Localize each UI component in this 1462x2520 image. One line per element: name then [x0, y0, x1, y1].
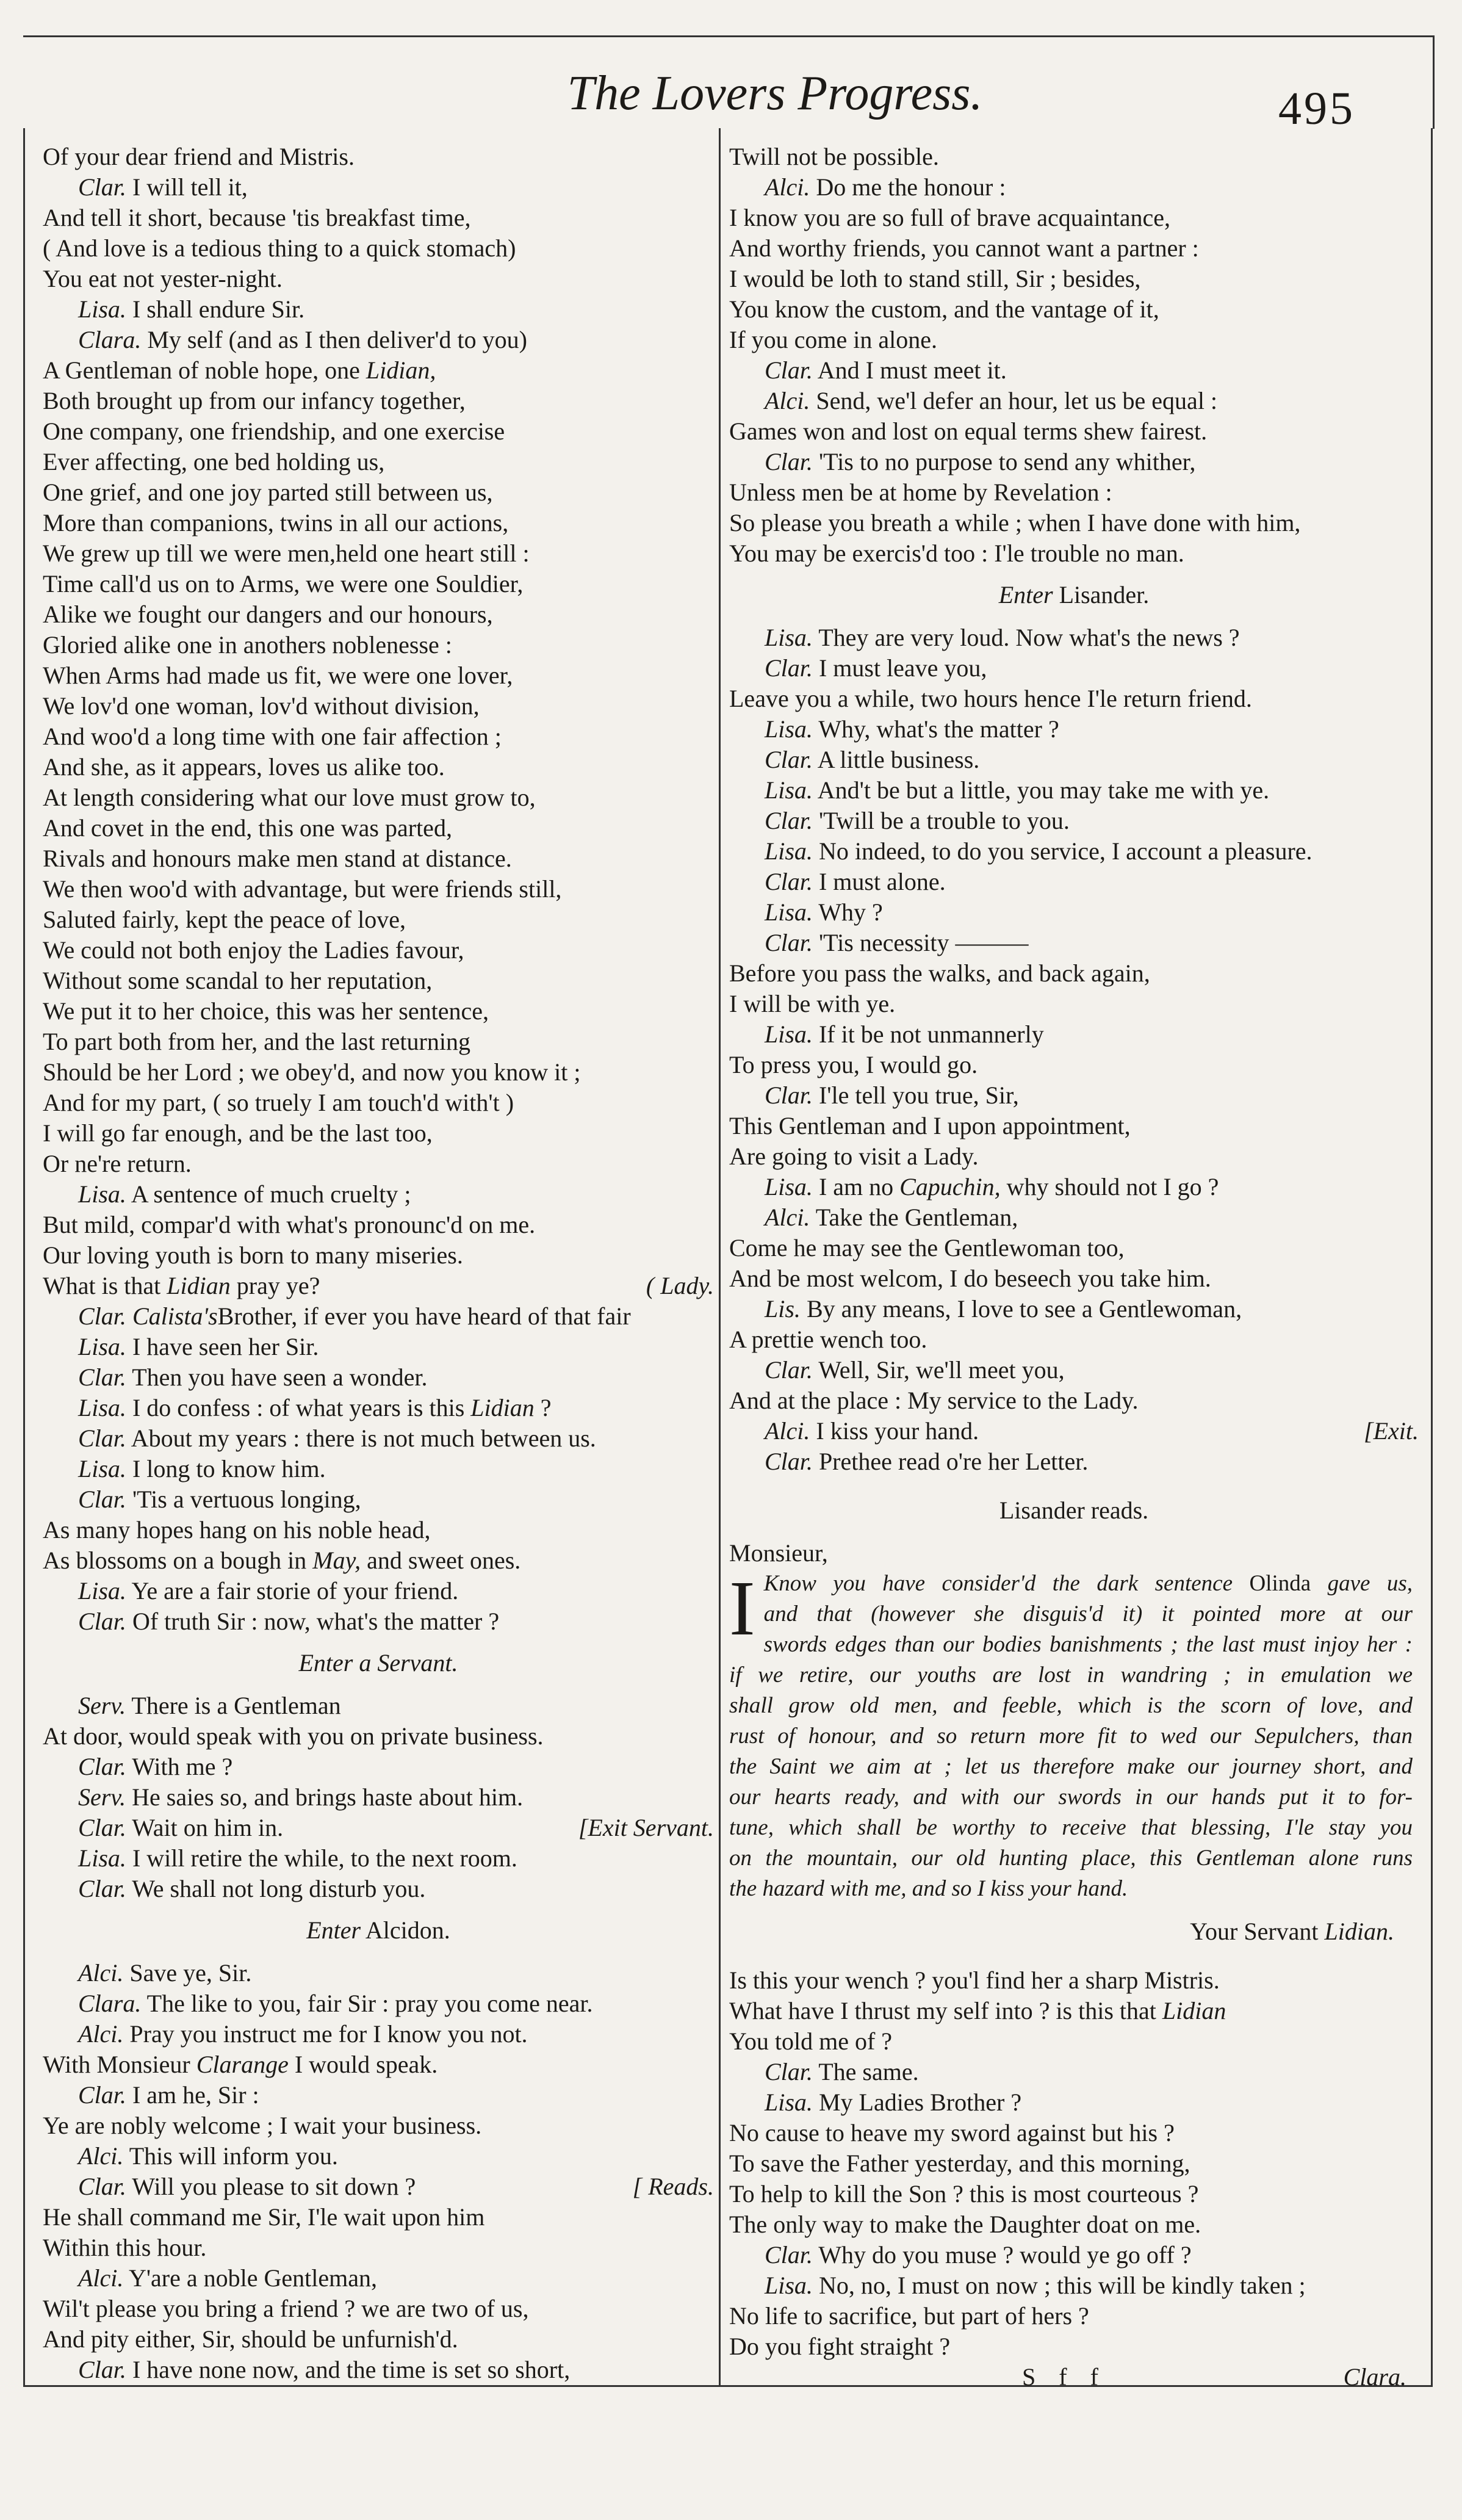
text-line: And she, as it appears, loves us alike too. [43, 753, 445, 781]
text-line: Lisa. I will retire the while, to the next room. [78, 1844, 517, 1872]
speaker-prefix: Clar. [78, 2356, 126, 2383]
speaker-prefix: Clar. [78, 1875, 126, 1902]
text-line: I will be with ye. [729, 990, 896, 1017]
text-line: Clar. 'Tis to no purpose to send any whither, [765, 448, 1196, 475]
text-line: Clar. Prethee read o're her Letter. [765, 1448, 1089, 1475]
letter-line: Know you have consider'd the dark sentence Olinda gave us, [763, 1571, 1413, 1596]
speaker-prefix: Clara. [78, 326, 142, 353]
text-line: Clar. Of truth Sir : now, what's the matter ? [78, 1608, 500, 1635]
speaker-prefix: Clara. [78, 1990, 142, 2017]
speaker-prefix: Lisa. [765, 2089, 813, 2116]
text-line: You told me of ? [729, 2027, 893, 2055]
speaker-prefix: Lisa. [78, 1577, 126, 1605]
text-line: Saluted fairly, kept the peace of love, [43, 906, 406, 933]
letter-line: swords edges than our bodies banishments ; the last must injoy her : [763, 1632, 1413, 1657]
text-line: Of your dear friend and Mistris. [43, 143, 355, 170]
text-line: Within this hour. [43, 2234, 207, 2261]
speaker-prefix: Clar. [765, 1356, 813, 1384]
text-line: He shall command me Sir, I'le wait upon him [43, 2203, 485, 2231]
speaker-prefix: Lisa. [765, 624, 813, 651]
text-line: Without some scandal to her reputation, [43, 967, 433, 994]
text-line: Or ne're return. [43, 1150, 192, 1177]
text-line: I will go far enough, and be the last too, [43, 1119, 433, 1147]
text-line: A Gentleman of noble hope, one Lidian, [43, 356, 436, 384]
speaker-prefix: Serv. [78, 1783, 126, 1811]
text-line: Clar. Why do you muse ? would ye go off ? [765, 2241, 1192, 2269]
text-line: We lov'd one woman, lov'd without division, [43, 692, 480, 720]
running-title: The Lovers Progress. [567, 67, 983, 120]
text-line: Clar. I must leave you, [765, 654, 987, 682]
text-line: Clar. Wait on him in. [Exit Servant. [43, 1813, 714, 1843]
text-line: And for my part, ( so truely I am touch'd with't ) [43, 1089, 514, 1116]
speaker-prefix: Clar. [765, 1081, 813, 1109]
signature-mark: S f f [1022, 2363, 1107, 2391]
text-line: Alci. Send, we'l defer an hour, let us be equal : [765, 387, 1218, 414]
speaker-prefix: Alci. [765, 173, 810, 201]
drop-cap: I [729, 1565, 755, 1652]
speaker-prefix: Clar. [765, 448, 813, 475]
text-line: What have I thrust my self into ? is this that Lidian [729, 1997, 1226, 2024]
text-line: Lisa. I long to know him. [78, 1455, 326, 1482]
letter-line: the hazard with me, and so I kiss your hand. [729, 1876, 1128, 1901]
text-line: Clar. A little business. [765, 746, 980, 773]
right-aligned-direction: [Exit. [1364, 1417, 1419, 1445]
text-line: At length considering what our love must grow to, [43, 784, 536, 811]
text-line: Should be her Lord ; we obey'd, and now you know it ; [43, 1058, 581, 1086]
text-line: Clar. Will you please to sit down ? [ Reads. [43, 2172, 714, 2202]
text-line: Lisa. Ye are a fair storie of your friend. [78, 1577, 459, 1605]
text-line: We could not both enjoy the Ladies favour, [43, 936, 464, 964]
right-column-dialogue [729, 142, 1419, 1477]
text-line: The only way to make the Daughter doat on me. [729, 2211, 1201, 2238]
text-line: Clar. Calista'sBrother, if ever you have heard of that fair [78, 1302, 631, 1330]
page-footer [729, 2362, 1419, 2392]
text-line: We put it to her choice, this was her sentence, [43, 997, 489, 1025]
speaker-prefix: Lisa. [78, 295, 126, 323]
letter-salutation: Monsieur, [729, 1539, 828, 1567]
text-line: Clar. About my years : there is not much between us. [78, 1424, 596, 1452]
text-line: We then woo'd with advantage, but were friends still, [43, 875, 562, 903]
speaker-prefix: Lisa. [765, 2272, 813, 2299]
speaker-prefix: Serv. [78, 1692, 126, 1719]
speaker-prefix: Clar. [765, 1448, 813, 1475]
text-line: I know you are so full of brave acquaintance, [729, 204, 1171, 231]
speaker-prefix: Clar. [78, 1302, 126, 1330]
text-line: Alike we fought our dangers and our honours, [43, 601, 493, 628]
text-line: Clar. I have none now, and the time is set so short, [78, 2356, 571, 2383]
text-line: Alci. This will inform you. [78, 2142, 338, 2170]
speaker-prefix: Clar. [765, 2241, 813, 2269]
text-line: When Arms had made us fit, we were one lover, [43, 662, 513, 689]
text-line: What is that Lidian pray ye? ( Lady. [43, 1271, 714, 1301]
left-column [43, 142, 714, 2385]
stage-direction: Enter a Servant. [298, 1649, 458, 1677]
text-line: Lisa. No indeed, to do you service, I account a pleasure. [765, 837, 1313, 865]
text-line: Lisa. Why, what's the matter ? [765, 715, 1059, 743]
speaker-prefix: Lisa. [765, 1020, 813, 1048]
speaker-prefix: Alci. [765, 1417, 810, 1445]
text-line: But mild, compar'd with what's pronounc'd on me. [43, 1211, 536, 1238]
text-line: Do you fight straight ? [729, 2333, 951, 2360]
text-line: Games won and lost on equal terms shew fairest. [729, 417, 1208, 445]
text-line: You know the custom, and the vantage of it, [729, 295, 1159, 323]
text-line: Lisa. I do confess : of what years is this Lidian ? [78, 1394, 552, 1421]
text-line: Come he may see the Gentlewoman too, [729, 1234, 1125, 1262]
text-line: Clara. The like to you, fair Sir : pray you come near. [78, 1990, 593, 2017]
speaker-prefix: Lisa. [78, 1455, 126, 1482]
letter-line: if we retire, our youths are lost in wandring ; in emulation we [729, 1663, 1413, 1688]
text-line: Ever affecting, one bed holding us, [43, 448, 385, 475]
text-line: Clar. 'Tis necessity ——— [765, 929, 1029, 956]
right-column-dialogue-after-letter [729, 1965, 1419, 2362]
letter-line: our hearts ready, and with our swords in our hands put it to for- [729, 1785, 1413, 1810]
text-line: Serv. There is a Gentleman [78, 1692, 341, 1719]
text-line: No life to sacrifice, but part of hers ? [729, 2302, 1089, 2330]
text-line: To save the Father yesterday, and this morning, [729, 2150, 1190, 2177]
letter-line: shall grow old men, and feeble, which is the scorn of love, and [729, 1693, 1413, 1718]
speaker-prefix: Alci. [78, 1959, 124, 1987]
text-line: And covet in the end, this one was parted, [43, 814, 452, 842]
text-line: Unless men be at home by Revelation : [729, 478, 1112, 506]
letter-line: the Saint we aim at ; let us therefore make our journey short, and [729, 1754, 1413, 1779]
column-divider-rule [719, 128, 721, 2386]
text-line: Lisa. If it be not unmannerly [765, 1020, 1044, 1048]
text-line: Clar. 'Twill be a trouble to you. [765, 807, 1070, 834]
speaker-prefix: Lisa. [765, 837, 813, 865]
text-line: At door, would speak with you on private business. [43, 1722, 544, 1750]
text-line: Clar. We shall not long disturb you. [78, 1875, 426, 1902]
text-line: I would be loth to stand still, Sir ; besides, [729, 265, 1141, 292]
text-line: And be most welcom, I do beseech you take him. [729, 1265, 1211, 1292]
text-line: Lisa. Why ? [765, 898, 883, 926]
letter-line: and that (however she disguis'd it) it pointed more at our [763, 1601, 1413, 1626]
speaker-prefix: Clar. [765, 654, 813, 682]
right-aligned-direction: ( Lady. [646, 1272, 714, 1299]
speaker-prefix: Clar. [765, 746, 813, 773]
speaker-prefix: Lis. [765, 1295, 801, 1323]
text-line: Is this your wench ? you'l find her a sharp Mistris. [729, 1966, 1220, 1994]
text-line: Lisa. I shall endure Sir. [78, 295, 305, 323]
letter-line: rust of honour, and so return more fit to wed our Sepulchers, than [729, 1724, 1413, 1749]
text-line: This Gentleman and I upon appointment, [729, 1112, 1131, 1139]
text-line: Clar. Then you have seen a wonder. [78, 1363, 428, 1391]
text-line: Alci. Pray you instruct me for I know you not. [78, 2020, 528, 2048]
text-line: A prettie wench too. [729, 1326, 927, 1353]
speaker-prefix: Lisa. [765, 1173, 813, 1200]
speaker-prefix: Clar. [78, 2081, 126, 2109]
letter-line: on the mountain, our old hunting place, this Gentleman alone runs [729, 1846, 1413, 1871]
text-line: Alci. Save ye, Sir. [78, 1959, 252, 1987]
speaker-prefix: Clar. [78, 1753, 126, 1780]
text-line: Wil't please you bring a friend ? we are two of us, [43, 2295, 529, 2322]
text-line: Clar. The same. [765, 2058, 919, 2085]
speaker-prefix: Clar. [78, 2173, 126, 2200]
letter-heading: Lisander reads. [999, 1496, 1149, 1524]
text-line: Alci. Y'are a noble Gentleman, [78, 2264, 377, 2292]
text-line: Ye are nobly welcome ; I wait your business. [43, 2112, 482, 2139]
left-frame-rule [23, 128, 25, 2386]
speaker-prefix: Clar. [765, 807, 813, 834]
letter-line: tune, which shall be worthy to receive that blessing, I'le stay you [729, 1815, 1413, 1840]
text-line: Clar. With me ? [78, 1753, 233, 1780]
text-line: Before you pass the walks, and back again, [729, 959, 1150, 987]
speaker-prefix: Lisa. [78, 1333, 126, 1360]
text-line: You eat not yester-night. [43, 265, 283, 292]
speaker-prefix: Clar. [78, 1608, 126, 1635]
text-line: And at the place : My service to the Lady. [729, 1387, 1139, 1414]
text-line: More than companions, twins in all our actions, [43, 509, 509, 536]
speaker-prefix: Clar. [765, 868, 813, 895]
speaker-prefix: Alci. [78, 2020, 124, 2048]
text-line: And tell it short, because 'tis breakfast time, [43, 204, 471, 231]
speaker-prefix: Alci. [765, 1204, 810, 1231]
text-line: And woo'd a long time with one fair affection ; [43, 723, 502, 750]
text-line: To press you, I would go. [729, 1051, 978, 1078]
text-line: One company, one friendship, and one exercise [43, 417, 505, 445]
speaker-prefix: Lisa. [78, 1180, 126, 1208]
text-line: Twill not be possible. [729, 143, 939, 170]
text-line: Lisa. They are very loud. Now what's the news ? [765, 624, 1240, 651]
text-line: Alci. Do me the honour : [765, 173, 1006, 201]
text-line: Alci. I kiss your hand. [Exit. [729, 1416, 1419, 1446]
text-line: Clar. 'Tis a vertuous longing, [78, 1486, 361, 1513]
text-line: Clar. Well, Sir, we'll meet you, [765, 1356, 1065, 1384]
text-line: Lisa. A sentence of much cruelty ; [78, 1180, 411, 1208]
text-line: Clar. I will tell it, [78, 173, 248, 201]
speaker-prefix: Clar. [78, 173, 126, 201]
text-line: And worthy friends, you cannot want a partner : [729, 234, 1199, 262]
text-line: We grew up till we were men,held one heart still : [43, 540, 530, 567]
text-line: One grief, and one joy parted still between us, [43, 478, 493, 506]
text-line: Lisa. No, no, I must on now ; this will be kindly taken ; [765, 2272, 1306, 2299]
text-line: To help to kill the Son ? this is most courteous ? [729, 2180, 1199, 2208]
text-line: Both brought up from our infancy together, [43, 387, 466, 414]
text-line: Clar. I'le tell you true, Sir, [765, 1081, 1019, 1109]
speaker-prefix: Clar. [78, 1486, 126, 1513]
speaker-prefix: Alci. [765, 387, 810, 414]
text-line: Clar. I am he, Sir : [78, 2081, 259, 2109]
text-line: If you come in alone. [729, 326, 937, 353]
right-aligned-direction: [Exit Servant. [578, 1814, 714, 1841]
text-line: As many hopes hang on his noble head, [43, 1516, 431, 1543]
speaker-prefix: Clar. [78, 1814, 126, 1841]
page-number: 495 [1278, 83, 1355, 134]
text-line: You may be exercis'd too : I'le trouble no man. [729, 540, 1184, 567]
text-line: To part both from her, and the last returning [43, 1028, 470, 1055]
text-line: And pity either, Sir, should be unfurnish'd. [43, 2325, 458, 2353]
stage-direction: Enter Alcidon. [306, 1916, 450, 1944]
text-line: Clar. I must alone. [765, 868, 946, 895]
text-line: Serv. He saies so, and brings haste about him. [78, 1783, 524, 1811]
speaker-prefix: Lisa. [78, 1394, 126, 1421]
speaker-prefix: Lisa. [765, 776, 813, 804]
letter-body [729, 1565, 1413, 1904]
speaker-prefix: Clar. [765, 356, 813, 384]
stage-direction: Enter Lisander. [998, 581, 1150, 608]
right-frame-rule [1431, 128, 1433, 2386]
speaker-prefix: Clar. [78, 1424, 126, 1452]
speaker-prefix: Alci. [78, 2264, 124, 2292]
speaker-prefix: Clar. [765, 2058, 813, 2085]
text-line: Our loving youth is born to many miseries. [43, 1241, 463, 1269]
text-line: Are going to visit a Lady. [729, 1143, 979, 1170]
text-line: No cause to heave my sword against but his ? [729, 2119, 1175, 2146]
speaker-prefix: Lisa. [78, 1844, 126, 1872]
catchword: Clara. [1343, 2363, 1406, 2391]
text-line: Clar. And I must meet it. [765, 356, 1007, 384]
text-line: ( And love is a tedious thing to a quick stomach) [43, 234, 516, 262]
right-column [729, 142, 1419, 2392]
text-line: Time call'd us on to Arms, we were one Souldier, [43, 570, 524, 598]
speaker-prefix: Lisa. [765, 898, 813, 926]
speaker-prefix: Clar. [78, 1363, 126, 1391]
text-line: Clara. My self (and as I then deliver'd to you) [78, 326, 527, 353]
text-line: Lisa. And't be but a little, you may take me with ye. [765, 776, 1270, 804]
text-line: Lisa. My Ladies Brother ? [765, 2089, 1022, 2116]
text-line: As blossoms on a bough in May, and sweet ones. [43, 1547, 521, 1574]
text-line: Rivals and honours make men stand at distance. [43, 845, 512, 872]
text-line: So please you breath a while ; when I have done with him, [729, 509, 1301, 536]
text-line: Lisa. I have seen her Sir. [78, 1333, 319, 1360]
text-line: Lis. By any means, I love to see a Gentlewoman, [765, 1295, 1242, 1323]
speaker-prefix: Alci. [78, 2142, 124, 2170]
text-line: Lisa. I am no Capuchin, why should not I go ? [765, 1173, 1219, 1200]
letter-signature: Your Servant Lidian. [1190, 1918, 1394, 1945]
text-line: Gloried alike one in anothers noblenesse : [43, 631, 452, 659]
text-line: With Monsieur Clarange I would speak. [43, 2051, 438, 2078]
text-line: Leave you a while, two hours hence I'le return friend. [729, 685, 1252, 712]
text-line: Alci. Take the Gentleman, [765, 1204, 1018, 1231]
speaker-prefix: Clar. [765, 929, 813, 956]
speaker-prefix: Lisa. [765, 715, 813, 743]
right-aligned-direction: [ Reads. [632, 2173, 714, 2200]
